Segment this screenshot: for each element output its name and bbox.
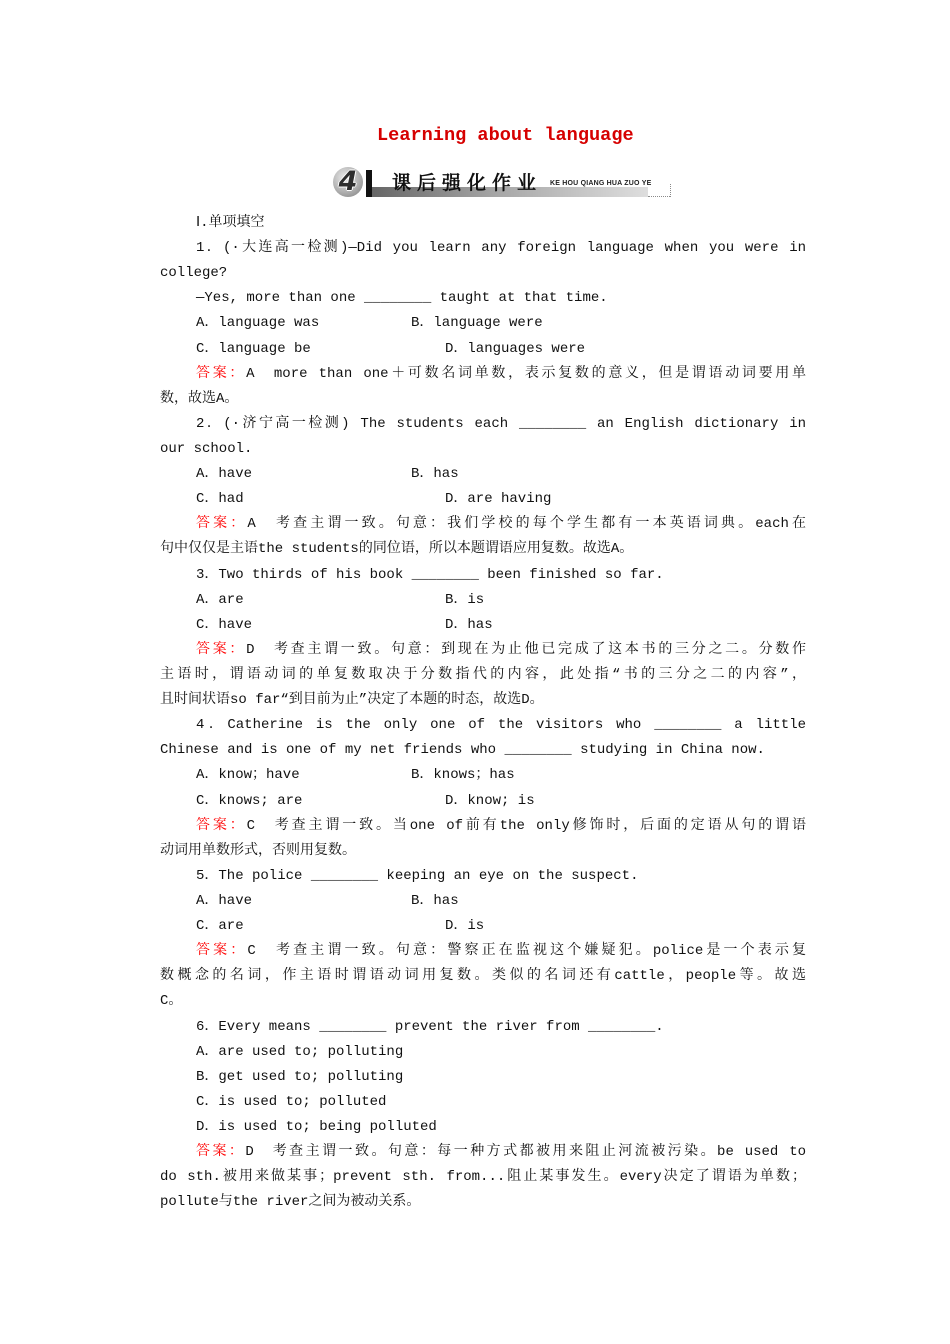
option-c: C．is used to; polluted: [196, 1093, 387, 1110]
option-c: C．are: [196, 918, 244, 935]
options-row: [160, 311, 806, 336]
option-c: C．had: [196, 491, 244, 508]
option-a: A．language was: [196, 315, 320, 332]
question-1: [160, 236, 806, 412]
question-stem-line: 5．The police ________ keeping an eye on the suspect.: [196, 867, 639, 884]
banner-pinyin: KE HOU QIANG HUA ZUO YE: [550, 180, 652, 187]
answer-line: 句中仅仅是主语the students的同位语，所以本题谓语应用复数。故选A。: [160, 541, 634, 558]
answer-line: do sth.被用来做某事；prevent sth. from...阻止某事发生。every决定了谓语为单数；: [160, 1169, 806, 1186]
options-row: [160, 613, 806, 638]
question-3: [160, 563, 806, 714]
question-4: [160, 713, 806, 864]
options-row: [160, 487, 806, 512]
answer-text: A 考查主谓一致。句意：我们学校的每个学生都有一本英语词典。each在: [247, 516, 806, 533]
option-a: A．are used to; polluting: [196, 1043, 404, 1060]
option-d: D．is: [445, 918, 485, 935]
answer-label: 答案：: [196, 817, 247, 834]
question-stem-line: 1．(·大连高一检测)—Did you learn any foreign language when you were in: [196, 240, 806, 257]
question-stem-line: 6．Every means ________ prevent the river from ________.: [196, 1018, 664, 1035]
section-number-badge: [333, 167, 363, 197]
answer-label: 答案：: [196, 943, 248, 960]
answer-line: [160, 362, 806, 387]
answer-text: D 考查主谓一致。句意：每一种方式都被用来阻止河流被污染。be used to: [245, 1144, 806, 1161]
option-d: D．is used to; being polluted: [196, 1118, 437, 1135]
question-6: [160, 1015, 806, 1216]
question-stem-line: 3．Two thirds of his book ________ been finished so far.: [196, 566, 664, 583]
options-row: [160, 588, 806, 613]
section-number: 4: [338, 166, 358, 197]
question-stem-line: 4．Catherine is the only one of the visitors who ________ a little: [196, 717, 806, 734]
answer-line: C。: [160, 993, 183, 1010]
answer-label: 答案：: [196, 1144, 246, 1161]
option-b: B．get used to; polluting: [196, 1068, 404, 1085]
answer-text: A more than one＋可数名词单数，表示复数的意义，但是谓语动词要用单: [246, 365, 807, 382]
option-d: D．know; is: [445, 792, 535, 809]
answer-label: 答案：: [196, 516, 248, 533]
exercise-body: [160, 211, 806, 1215]
banner-dotted-line: [648, 196, 670, 197]
options-row: [160, 789, 806, 814]
option-c: C．language be: [196, 340, 311, 357]
answer-line: 且时间状语so far“到目前为止”决定了本题的时态，故选D。: [160, 692, 544, 709]
option-d: D．are having: [445, 491, 552, 508]
option-b: B．language were: [411, 315, 543, 332]
question-stem-line: college?: [160, 265, 228, 282]
banner-dotted-edge: [670, 184, 671, 197]
answer-line: pollute与the river之间为被动关系。: [160, 1194, 421, 1211]
question-stem-line: 2．(·济宁高一检测) The students each ________ an English dictionary in: [196, 415, 806, 432]
question-reply-line: —Yes, more than one ________ taught at that time.: [196, 290, 608, 307]
answer-line: 数，故选A。: [160, 390, 239, 407]
answer-line: 主语时，谓语动词的单复数取决于分数指代的内容，此处指“书的三分之二的内容”，: [160, 666, 806, 683]
question-stem-line: our school.: [160, 440, 253, 457]
options-row: [160, 763, 806, 788]
answer-line: [160, 939, 806, 964]
option-b: B．has: [411, 466, 459, 483]
option-c: C．knows; are: [196, 792, 303, 809]
answer-line: 数概念的名词，作主语时谓语动词用复数。类似的名词还有cattle，people等。故选: [160, 968, 806, 985]
answer-line: [160, 1140, 806, 1165]
options-row: [160, 914, 806, 939]
option-d: D．languages were: [445, 340, 586, 357]
option-a: A．have: [196, 466, 253, 483]
answer-line: [160, 814, 806, 839]
option-b: B．knows；has: [411, 767, 515, 784]
answer-line: [160, 512, 806, 537]
answer-text: D 考查主谓一致。句意：到现在为止他已完成了这本书的三分之二。分数作: [246, 641, 807, 658]
answer-line: 动词用单数形式，否则用复数。: [160, 842, 356, 859]
option-b: B．has: [411, 892, 459, 909]
banner-heading: 课后强化作业: [392, 172, 543, 194]
section-title: Ⅰ.单项填空: [196, 215, 265, 231]
lesson-title: Learning about language: [377, 125, 634, 146]
answer-line: [160, 638, 806, 663]
option-c: C．have: [196, 616, 253, 633]
options-row: [160, 889, 806, 914]
answer-text: C 考查主谓一致。当one of前有the only修饰时，后面的定语从句的谓语: [246, 817, 806, 834]
answer-label: 答案：: [196, 641, 247, 658]
option-a: A．know；have: [196, 767, 300, 784]
answer-text: C 考查主谓一致。句意：警察正在监视这个嫌疑犯。police是一个表示复: [247, 943, 807, 960]
answer-label: 答案：: [196, 365, 247, 382]
option-d: D．has: [445, 616, 493, 633]
option-a: A．are: [196, 591, 244, 608]
option-a: A．have: [196, 892, 253, 909]
option-b: B．is: [445, 591, 485, 608]
question-2: [160, 412, 806, 563]
options-row: [160, 337, 806, 362]
question-5: [160, 864, 806, 1015]
homework-banner: [330, 165, 675, 201]
options-row: [160, 462, 806, 487]
question-stem-line: Chinese and is one of my net friends who ________ studying in China now.: [160, 742, 765, 759]
